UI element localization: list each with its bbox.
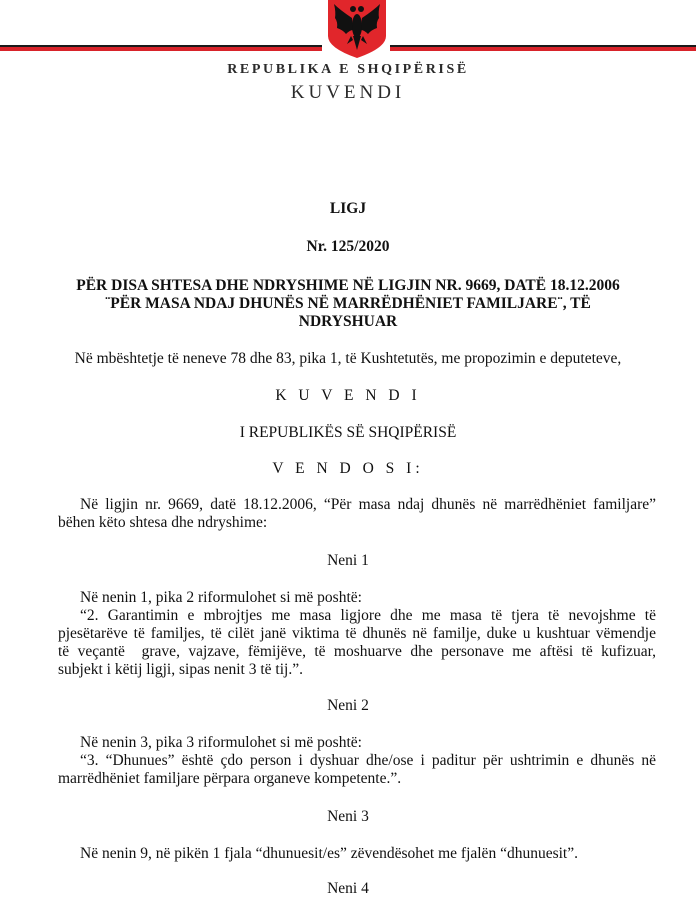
doc-number: Nr. 125/2020 — [306, 238, 390, 255]
article-line: të veçantë grave, vajzave, fëmijëve, të moshuarve dhe personave me aftësi të kufizuar, — [58, 643, 656, 660]
doc-title-line: ¨PËR MASA NDAJ DHUNËS NË MARRËDHËNIET FAMILJARE¨, TË — [105, 295, 591, 312]
intro-line: bëhen këto shtesa dhe ndryshime: — [58, 514, 268, 531]
preamble: Në mbështetje të neneve 78 dhe 83, pika 1, të Kushtetutës, me propozimin e deputeteve, — [74, 350, 622, 367]
article-heading: Neni 2 — [327, 697, 369, 714]
article-body — [58, 734, 656, 788]
doc-type: LIGJ — [329, 200, 367, 217]
article-heading: Neni 4 — [327, 880, 369, 897]
vendosi-heading: V E N D O S I: — [272, 460, 424, 477]
intro-line: Në ligjin nr. 9669, datë 18.12.2006, “Për masa ndaj dhunës në marrëdhëniet familjare” — [80, 496, 656, 513]
doc-title-line: PËR DISA SHTESA DHE NDRYSHIME NË LIGJIN NR. 9669, DATË 18.12.2006 — [76, 277, 620, 294]
article-line: Në nenin 1, pika 2 riformulohet si më poshtë: — [80, 589, 362, 606]
article-line: pjesëtarëve të familjes, të cilët janë viktima të dhunës në familje, duke u kushtuar vëmendje — [58, 625, 656, 642]
article-body — [58, 845, 656, 863]
kuvendi-heading: K U V E N D I — [275, 387, 421, 404]
republic-subheading: I REPUBLIKËS SË SHQIPËRISË — [239, 424, 457, 441]
doc-title-line: NDRYSHUAR — [298, 313, 398, 330]
article-line: subjekt i këtij ligji, sipas nenit 3 të tij.”. — [58, 661, 303, 678]
intro-paragraph — [58, 496, 656, 532]
article-line: Në nenin 3, pika 3 riformulohet si më poshtë: — [80, 734, 362, 751]
article-heading: Neni 3 — [327, 808, 369, 825]
albanian-eagle-shield-icon — [326, 0, 388, 58]
doc-title — [0, 277, 696, 331]
article-line: Në nenin 9, në pikën 1 fjala “dhunuesit/es” zëvendësohet me fjalën “dhunuesit”. — [80, 845, 578, 862]
article-body — [58, 589, 656, 679]
article-heading: Neni 1 — [327, 552, 369, 569]
article-line: “3. “Dhunues” është çdo person i dyshuar dhe/ose i paditur për ushtrimin e dhunës në — [80, 752, 656, 769]
article-line: marrëdhëniet familjare përpara organeve kompetente.”. — [58, 770, 402, 787]
article-line: “2. Garantimin e mbrojtjes me masa ligjore dhe me masa të tjera të nevojshme të — [80, 607, 656, 624]
institution-heading: KUVENDI — [290, 82, 406, 103]
republic-heading: REPUBLIKA E SHQIPËRISË — [227, 62, 469, 77]
